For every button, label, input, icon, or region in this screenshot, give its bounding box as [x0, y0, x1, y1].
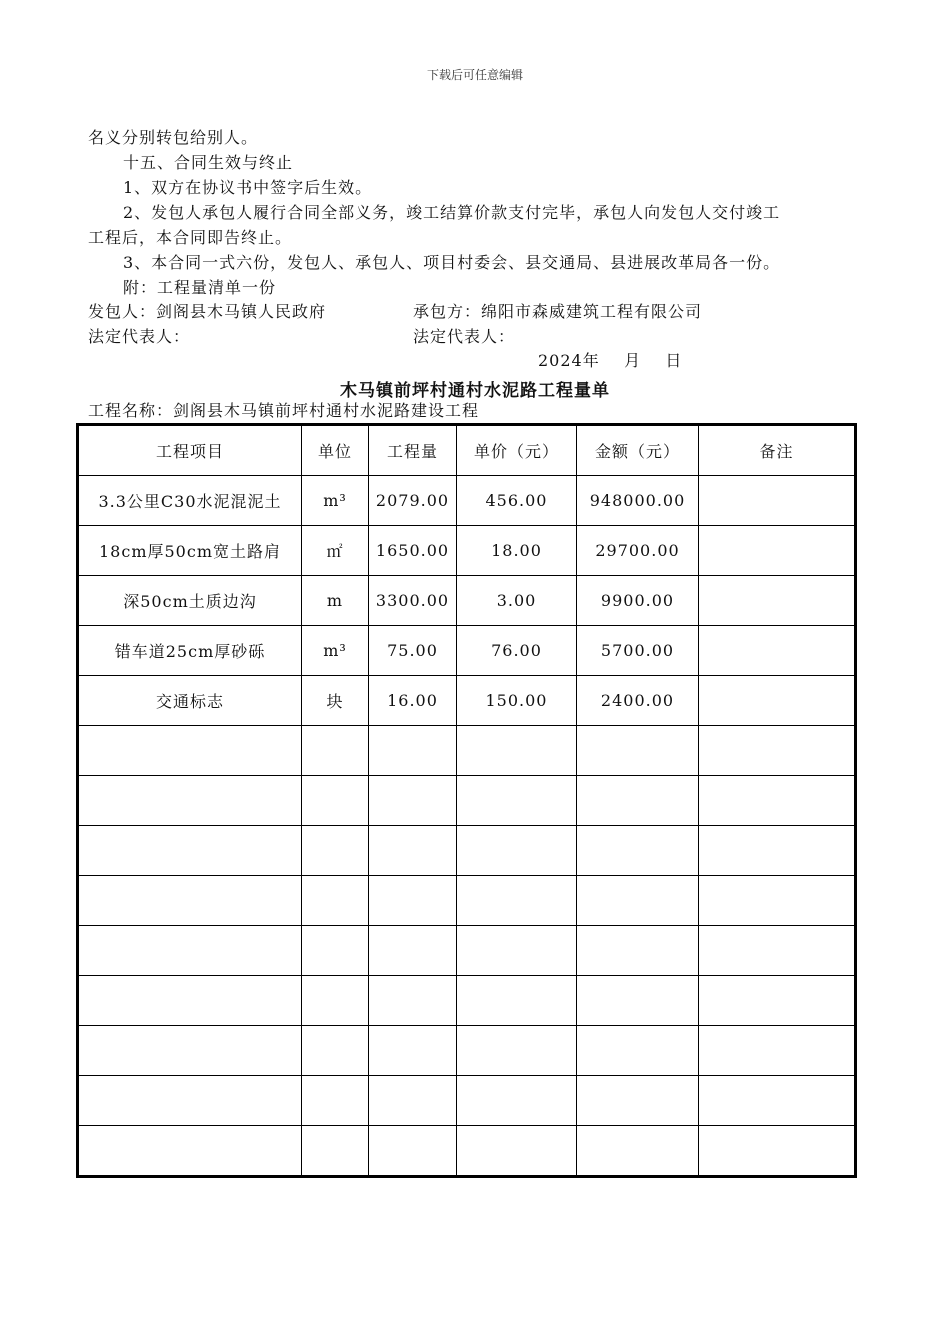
header-note: 下载后可任意编辑: [426, 68, 523, 82]
cell-remarks: [699, 476, 856, 526]
cell-unit-price: [457, 1126, 577, 1177]
attachment-note: 附：工程量清单一份: [123, 278, 277, 297]
header-quantity: 工程量: [369, 425, 457, 476]
cell-unit-price: [457, 926, 577, 976]
cell-item: 18cm厚50cm宽土路肩: [78, 526, 302, 576]
cell-item: [78, 876, 302, 926]
cell-item: [78, 1076, 302, 1126]
cell-quantity: 1650.00: [369, 526, 457, 576]
cell-remarks: [699, 1026, 856, 1076]
cell-quantity: 16.00: [369, 676, 457, 726]
header-remarks: 备注: [699, 425, 856, 476]
paragraph-line: 2、发包人承包人履行合同全部义务，竣工结算价款支付完毕，承包人向发包人交付竣工: [123, 203, 781, 222]
table-row: [78, 1076, 856, 1126]
cell-quantity: 3300.00: [369, 576, 457, 626]
cell-remarks: [699, 926, 856, 976]
table-row: [78, 926, 856, 976]
cell-quantity: 2079.00: [369, 476, 457, 526]
table-row: [78, 526, 856, 576]
cell-item: [78, 976, 302, 1026]
cell-unit-price: 18.00: [457, 526, 577, 576]
cell-unit: [302, 726, 369, 776]
table-row: [78, 1026, 856, 1076]
cell-amount: [577, 976, 699, 1026]
table-row: [78, 476, 856, 526]
employer-rep: 法定代表人：: [88, 327, 191, 346]
header-item: 工程项目: [78, 425, 302, 476]
cell-item: 3.3公里C30水泥混泥土: [78, 476, 302, 526]
cell-quantity: [369, 826, 457, 876]
cell-unit-price: [457, 1026, 577, 1076]
header-unit-price: 单价（元）: [457, 425, 577, 476]
cell-unit: [302, 776, 369, 826]
cell-item: [78, 1126, 302, 1177]
bill-title: 木马镇前坪村通村水泥路工程量单: [340, 381, 610, 401]
cell-unit-price: 3.00: [457, 576, 577, 626]
cell-amount: [577, 1076, 699, 1126]
cell-unit: [302, 876, 369, 926]
cell-amount: [577, 1126, 699, 1177]
table-row: [78, 576, 856, 626]
cell-remarks: [699, 526, 856, 576]
cell-unit: [302, 826, 369, 876]
cell-item: 错车道25cm厚砂砾: [78, 626, 302, 676]
cell-unit: ㎡: [302, 526, 369, 576]
cell-remarks: [699, 726, 856, 776]
cell-unit: [302, 1076, 369, 1126]
cell-item: [78, 776, 302, 826]
section-heading: 十五、合同生效与终止: [123, 153, 294, 172]
cell-item: [78, 1026, 302, 1076]
cell-amount: 2400.00: [577, 676, 699, 726]
cell-amount: [577, 1026, 699, 1076]
quantity-table: [76, 423, 857, 1178]
table-row: [78, 976, 856, 1026]
cell-quantity: [369, 776, 457, 826]
cell-remarks: [699, 876, 856, 926]
cell-unit-price: 456.00: [457, 476, 577, 526]
cell-unit-price: 150.00: [457, 676, 577, 726]
table-row: [78, 1126, 856, 1177]
cell-unit-price: [457, 976, 577, 1026]
table-row: [78, 876, 856, 926]
cell-unit: 块: [302, 676, 369, 726]
header-unit: 单位: [302, 425, 369, 476]
cell-remarks: [699, 676, 856, 726]
cell-remarks: [699, 976, 856, 1026]
cell-quantity: [369, 926, 457, 976]
cell-quantity: [369, 726, 457, 776]
cell-unit-price: [457, 1076, 577, 1126]
cell-unit-price: [457, 726, 577, 776]
table-row: [78, 776, 856, 826]
cell-unit: [302, 1026, 369, 1076]
cell-amount: 948000.00: [577, 476, 699, 526]
cell-remarks: [699, 826, 856, 876]
cell-amount: 5700.00: [577, 626, 699, 676]
cell-amount: 9900.00: [577, 576, 699, 626]
sign-date: 2024年 月 日: [538, 351, 683, 370]
table-row: [78, 676, 856, 726]
cell-unit: m: [302, 576, 369, 626]
cell-remarks: [699, 1076, 856, 1126]
cell-amount: [577, 876, 699, 926]
cell-unit-price: 76.00: [457, 626, 577, 676]
table-row: [78, 626, 856, 676]
cell-amount: 29700.00: [577, 526, 699, 576]
cell-quantity: [369, 1026, 457, 1076]
contractor-rep: 法定代表人：: [413, 327, 516, 346]
cell-item: [78, 826, 302, 876]
cell-item: 深50cm土质边沟: [78, 576, 302, 626]
paragraph-line: 工程后，本合同即告终止。: [88, 228, 293, 247]
cell-quantity: [369, 876, 457, 926]
table-row: [78, 826, 856, 876]
cell-remarks: [699, 776, 856, 826]
cell-quantity: 75.00: [369, 626, 457, 676]
cell-amount: [577, 826, 699, 876]
cell-amount: [577, 776, 699, 826]
cell-quantity: [369, 976, 457, 1026]
cell-unit: [302, 1126, 369, 1177]
project-name: 工程名称：剑阁县木马镇前坪村通村水泥路建设工程: [88, 401, 480, 420]
cell-item: 交通标志: [78, 676, 302, 726]
cell-quantity: [369, 1126, 457, 1177]
cell-unit: [302, 926, 369, 976]
cell-item: [78, 726, 302, 776]
cell-remarks: [699, 626, 856, 676]
cell-unit: m³: [302, 476, 369, 526]
cell-unit: [302, 976, 369, 1026]
cell-remarks: [699, 1126, 856, 1177]
cell-item: [78, 926, 302, 976]
cell-unit-price: [457, 876, 577, 926]
cell-amount: [577, 926, 699, 976]
header-amount: 金额（元）: [577, 425, 699, 476]
cell-unit-price: [457, 826, 577, 876]
cell-unit-price: [457, 776, 577, 826]
paragraph-line: 3、本合同一式六份，发包人、承包人、项目村委会、县交通局、县进展改革局各一份。: [123, 253, 781, 272]
table-header-row: [78, 425, 856, 476]
contractor-name: 承包方：绵阳市森威建筑工程有限公司: [413, 302, 703, 321]
paragraph-line: 名义分别转包给别人。: [88, 128, 259, 147]
paragraph-line: 1、双方在协议书中签字后生效。: [123, 178, 373, 197]
cell-amount: [577, 726, 699, 776]
employer-name: 发包人：剑阁县木马镇人民政府: [88, 302, 327, 321]
cell-quantity: [369, 1076, 457, 1126]
table-row: [78, 726, 856, 776]
cell-unit: m³: [302, 626, 369, 676]
cell-remarks: [699, 576, 856, 626]
